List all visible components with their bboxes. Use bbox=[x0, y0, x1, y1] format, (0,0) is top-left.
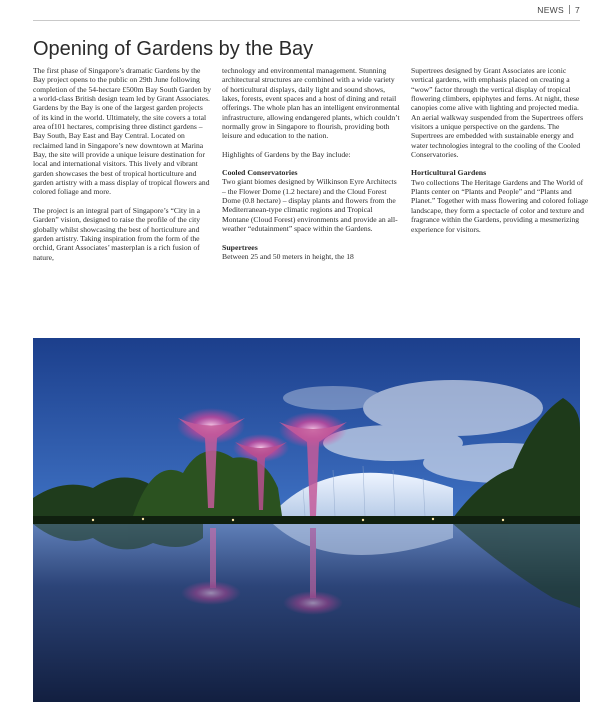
article-column-3 bbox=[411, 66, 589, 243]
article-column-2 bbox=[222, 66, 400, 270]
paragraph: Highlights of Gardens by the Bay include: bbox=[222, 149, 351, 159]
subheading-horticultural-gardens: Horticultural Gardens bbox=[411, 168, 487, 178]
paragraph: Two collections The Heritage Gardens and The World of Plants center on “Plants and People” and “Plants and Planet.” Together with mass flowering and colored foliage landscape, they form a spectacle of color and texture and fragrance within the Gardens, providing a mesmerizing experience for visitors. bbox=[411, 177, 589, 234]
header-rule bbox=[33, 20, 580, 21]
shoreline bbox=[33, 516, 580, 524]
article-column-1 bbox=[33, 66, 211, 271]
section-label: NEWS bbox=[537, 5, 564, 15]
paragraph: Supertrees designed by Grant Associates are iconic vertical gardens, with emphasis placed on creating a “wow” factor through the vertical display of tropical flowering climbers, epiphytes and ferns. At night, these canopies come alive with lighting and projected media. An aerial walkway suspended from the Supertrees offers visitors a unique perspective on the gardens. The Supertrees are embedded with sustainable energy and water technologies integral to the cooling of the Cooled Conservatories. bbox=[411, 66, 584, 160]
paragraph: The project is an integral part of Singapore’s “City in a Garden” vision, designed to raise the profile of the city globally whilst showcasing the best of horticulture and garden artistry. Taking inspiration from the form of the orchid, Grant Associates’ masterplan is a rich fusion of nature, bbox=[33, 205, 201, 262]
article-title: Opening of Gardens by the Bay bbox=[33, 38, 314, 60]
page-header bbox=[537, 5, 580, 15]
paragraph: Two giant biomes designed by Wilkinson Eyre Architects – the Flower Dome (1.2 hectare) and the Cloud Forest Dome (0.8 hectare) – display plants and flowers from the Mediterranean-type climatic regions and Tropical Montane (Cloud Forest) environments and provide an all-weather “edutainment” space within the Gardens. bbox=[222, 177, 398, 234]
paragraph: The first phase of Singapore’s dramatic Gardens by the Bay project opens to the public on 29th June following completion of the 54-hectare £500m Bay South Garden by a world-class British design team led by Grant Associates. Gardens by the Bay is one of the largest garden projects of its kind in the world. Ultimately, the site covers a total area of101 hectares, comprising three distinct gardens – Bay South, Bay East and Bay Central. Located on reclaimed land in Singapore’s new downtown at Marina Bay, the site will provide a unique leisure destination for local and international visitors. This lively and vibrant garden showcases the best of tropical horticulture and garden artistry with a mass display of tropical flowers and colored foliage and more. bbox=[33, 66, 211, 197]
paragraph: Between 25 and 50 meters in height, the 18 bbox=[222, 251, 354, 261]
subheading-cooled-conservatories: Cooled Conservatories bbox=[222, 168, 298, 178]
subheading-supertrees: Supertrees bbox=[222, 242, 258, 252]
page-number: 7 bbox=[574, 5, 580, 15]
gardens-by-the-bay-photo bbox=[33, 338, 580, 702]
header-divider bbox=[569, 5, 570, 14]
paragraph: technology and environmental management. Stunning architectural structures are combined with a wide variety of horticultural displays, daily light and sound shows, lakes, forests, event spaces and a host of dining and retail offerings. The whole plan has an intelligent environmental infrastructure, allowing endangered plants, which couldn’t normally grow in Singapore to flourish, providing both leisure and education to the nation. bbox=[222, 66, 400, 141]
